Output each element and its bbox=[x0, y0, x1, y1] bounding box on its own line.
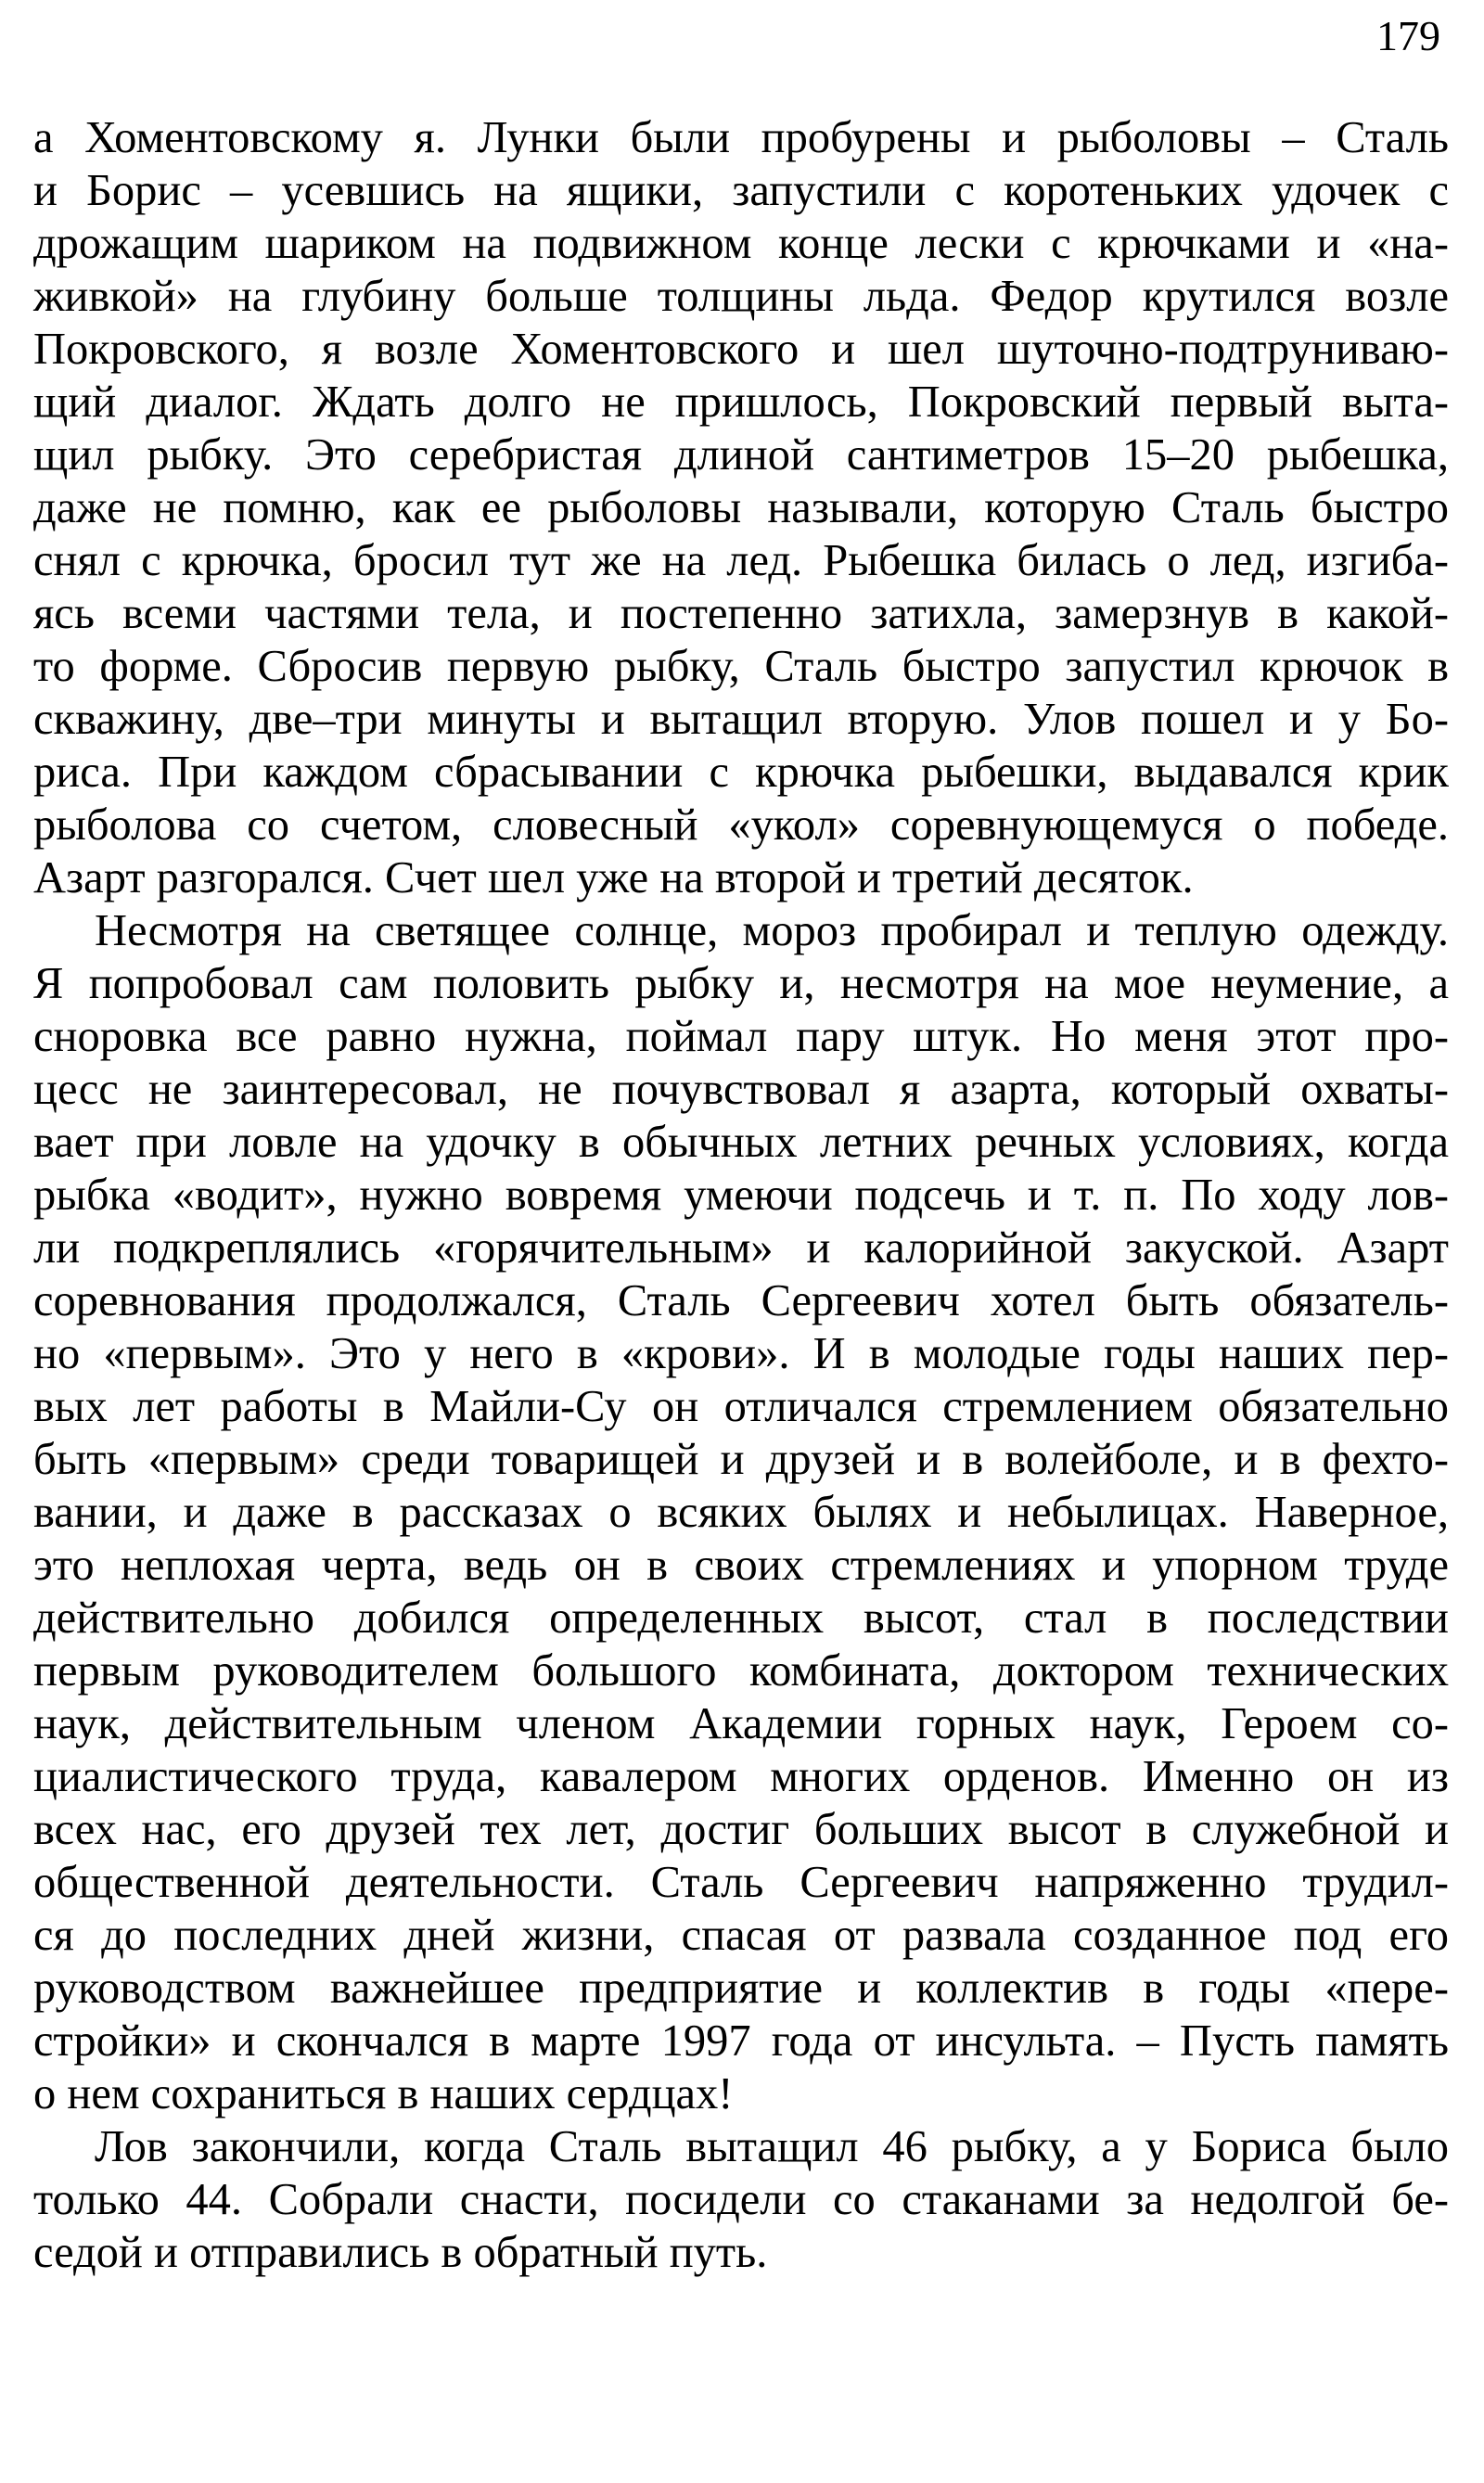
text-line: щил рыбку. Это серебристая длиной сантиметров 15–20 рыбешка, bbox=[33, 430, 1449, 480]
text-line: рыболова со счетом, словесный «укол» соревнующемуся о победе. bbox=[33, 800, 1449, 850]
text-line: но «первым». Это у него в «крови». И в молодые годы наших пер- bbox=[33, 1329, 1449, 1378]
paragraph bbox=[33, 111, 1449, 904]
text-line: а Хоментовскому я. Лунки были пробурены и рыболовы – Сталь bbox=[33, 113, 1449, 162]
text-line: вании, и даже в рассказах о всяких былях и небылицах. Наверное, bbox=[33, 1488, 1449, 1537]
text-line: скважину, две–три минуты и вытащил вторую. Улов пошел и у Бо- bbox=[33, 695, 1449, 744]
text-line: вых лет работы в Майли-Су он отличался стремлением обязательно bbox=[33, 1382, 1449, 1431]
paragraph bbox=[33, 904, 1449, 2120]
text-line: риса. При каждом сбрасывании с крючка рыбешки, выдавался крик bbox=[33, 748, 1449, 797]
text-line: ясь всеми частями тела, и постепенно затихла, замерзнув в какой- bbox=[33, 589, 1449, 638]
text-line: щий диалог. Ждать долго не пришлось, Покровский первый выта- bbox=[33, 378, 1449, 427]
text-line: Азарт разгорался. Счет шел уже на второй и третий десяток. bbox=[33, 853, 1194, 902]
text-line: то форме. Сбросив первую рыбку, Сталь быстро запустил крючок в bbox=[33, 642, 1449, 691]
text-line: и Борис – усевшись на ящики, запустили с коротеньких удочек с bbox=[33, 166, 1449, 215]
text-line: дрожащим шариком на подвижном конце лески с крючками и «на- bbox=[33, 219, 1449, 268]
text-line: снял с крючка, бросил тут же на лед. Рыбешка билась о лед, изгиба- bbox=[33, 536, 1449, 585]
text-line: стройки» и скончался в марте 1997 года от инсульта. – Пусть память bbox=[33, 2016, 1449, 2066]
text-line: циалистического труда, кавалером многих орденов. Именно он из bbox=[33, 1752, 1449, 1801]
text-line: соревнования продолжался, Сталь Сергеевич хотел быть обязатель- bbox=[33, 1276, 1449, 1325]
text-line: всех нас, его друзей тех лет, достиг больших высот в служебной и bbox=[33, 1805, 1449, 1854]
page-number: 179 bbox=[1376, 12, 1440, 59]
text-line: седой и отправились в обратный путь. bbox=[33, 2228, 768, 2277]
text-line: Лов закончили, когда Сталь вытащил 46 рыбку, а у Бориса было bbox=[95, 2122, 1449, 2171]
text-line: общественной деятельности. Сталь Сергеевич напряженно трудил- bbox=[33, 1858, 1449, 1907]
text-line: первым руководителем большого комбината, доктором технических bbox=[33, 1646, 1449, 1696]
text-line: только 44. Собрали снасти, посидели со стаканами за недолгой бе- bbox=[33, 2175, 1449, 2224]
text-line: Несмотря на светящее солнце, мороз пробирал и теплую одежду. bbox=[95, 906, 1449, 955]
text-line: ли подкреплялись «горячительным» и калорийной закуской. Азарт bbox=[33, 1223, 1449, 1273]
text-line: ся до последних дней жизни, спасая от развала созданное под его bbox=[33, 1911, 1449, 1960]
text-line: цесс не заинтересовал, не почувствовал я азарта, который охваты- bbox=[33, 1065, 1449, 1114]
body-text bbox=[33, 111, 1449, 2279]
text-line: Я попробовал сам половить рыбку и, несмотря на мое неумение, а bbox=[33, 959, 1449, 1008]
text-line: сноровка все равно нужна, поймал пару штук. Но меня этот про- bbox=[33, 1012, 1449, 1061]
paragraph bbox=[33, 2120, 1449, 2279]
text-line: живкой» на глубину больше толщины льда. Федор крутился возле bbox=[33, 272, 1449, 321]
text-line: даже не помню, как ее рыболовы называли, которую Сталь быстро bbox=[33, 483, 1449, 532]
text-line: быть «первым» среди товарищей и друзей и в волейболе, и в фехто- bbox=[33, 1435, 1449, 1484]
text-line: вает при ловле на удочку в обычных летних речных условиях, когда bbox=[33, 1118, 1449, 1167]
text-line: это неплохая черта, ведь он в своих стремлениях и упорном труде bbox=[33, 1541, 1449, 1590]
text-line: Покровского, я возле Хоментовского и шел шуточно-подтруниваю- bbox=[33, 325, 1449, 374]
text-line: наук, действительным членом Академии горных наук, Героем со- bbox=[33, 1699, 1449, 1748]
text-line: руководством важнейшее предприятие и коллектив в годы «пере- bbox=[33, 1964, 1449, 2013]
text-line: действительно добился определенных высот, стал в последствии bbox=[33, 1593, 1449, 1643]
text-line: о нем сохраниться в наших сердцах! bbox=[33, 2069, 734, 2118]
text-line: рыбка «водит», нужно вовремя умеючи подсечь и т. п. По ходу лов- bbox=[33, 1171, 1449, 1220]
